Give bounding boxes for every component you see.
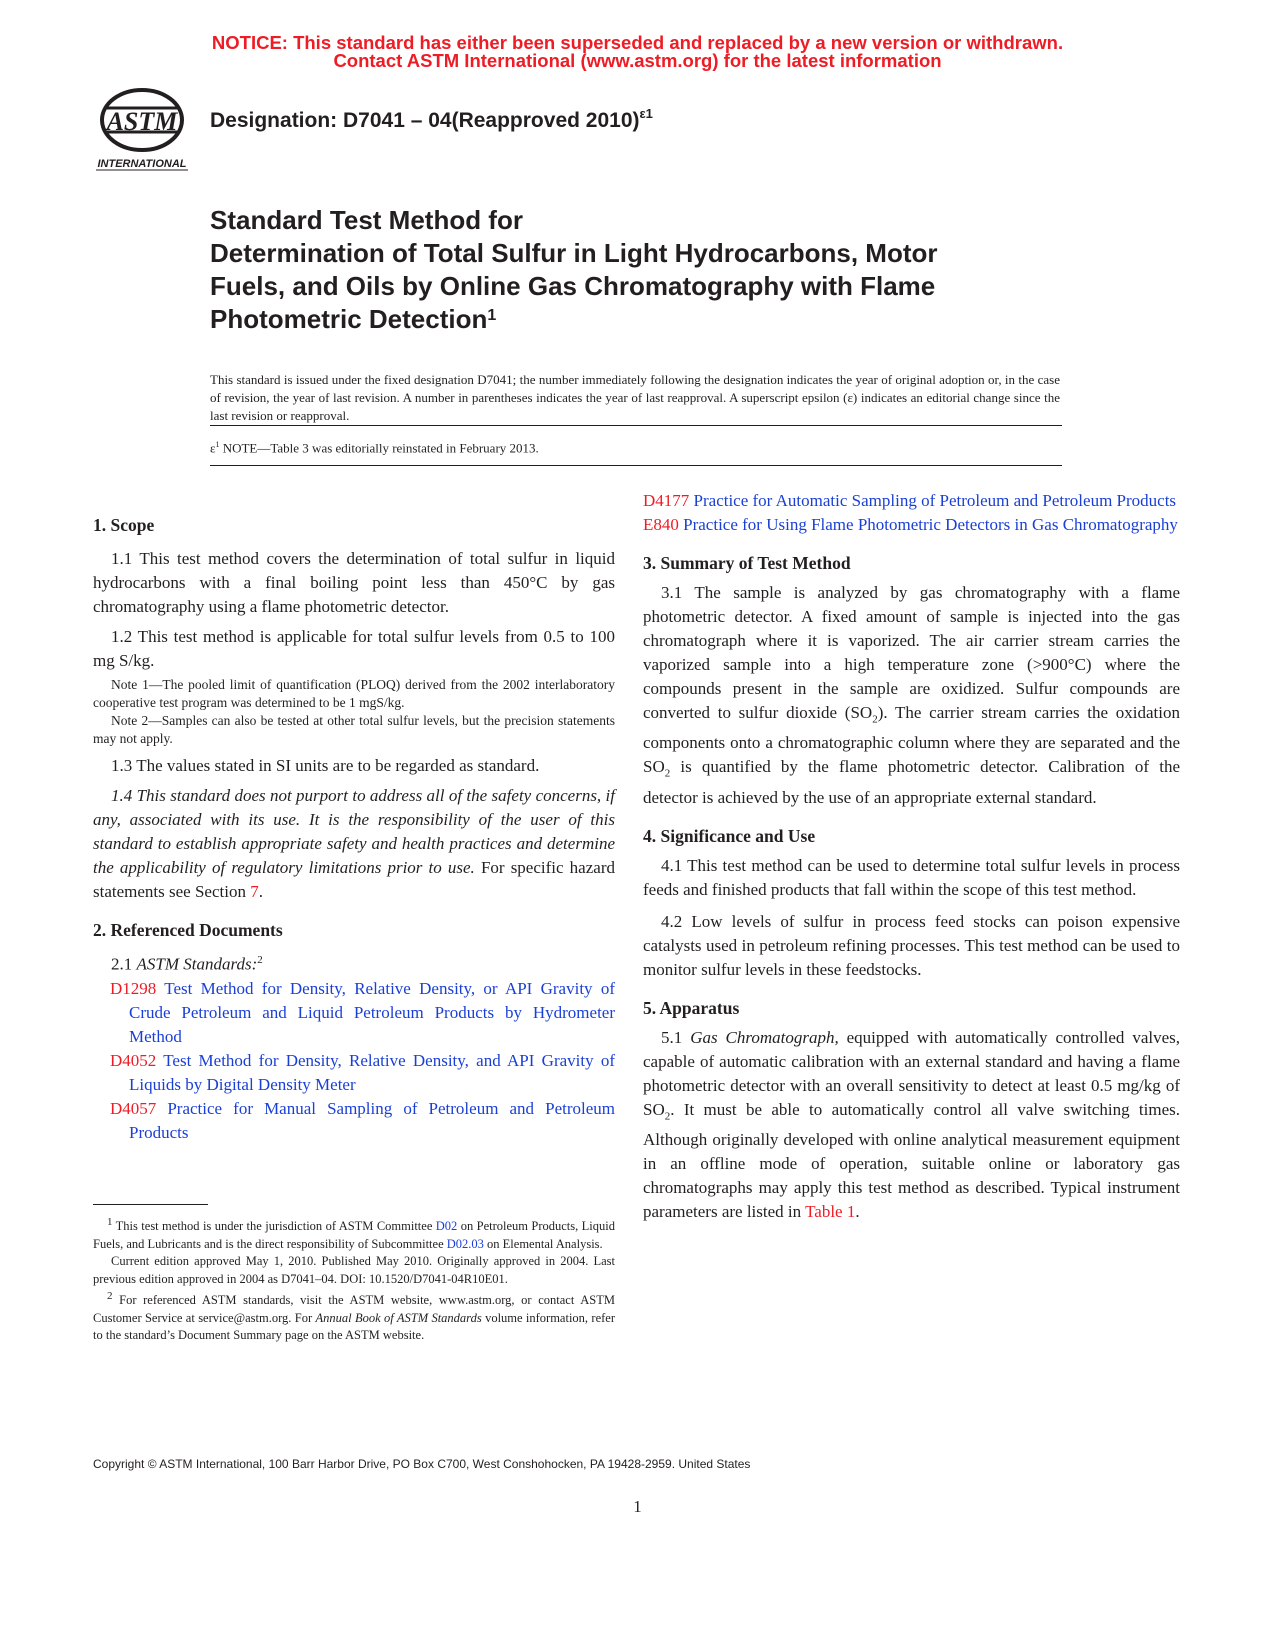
- para-1-1: 1.1 This test method covers the determination of total sulfur in liquid hydrocarbons with a final boiling point less than 450°C by gas chromatography using a flame photometric detector.: [93, 549, 615, 616]
- footnote-current-edition: Current edition approved May 1, 2010. Published May 2010. Originally approved in 2004. Last previous edition approved in 2004 as D7041–04. DOI: 10.1520/D7041-04R10E01.: [93, 1254, 615, 1286]
- designation-text: Designation: D7041 – 04(Reapproved 2010): [210, 109, 640, 132]
- designation: [210, 106, 653, 133]
- ref-item-e840[interactable]: [643, 513, 1180, 537]
- ref-code[interactable]: D4057: [110, 1098, 157, 1118]
- para-1-4-end: .: [258, 882, 263, 901]
- para-1-2: 1.2 This test method is applicable for total sulfur levels from 0.5 to 100 mg S/kg.: [93, 627, 615, 670]
- footnote-rule: [93, 1204, 208, 1205]
- ref-title[interactable]: Practice for Using Flame Photometric Detectors in Gas Chromatography: [678, 515, 1178, 534]
- para-4-1: 4.1 This test method can be used to determine total sulfur levels in process feeds and finished products that fall within the scope of this test method.: [643, 855, 1180, 899]
- astm-logo: [88, 84, 196, 172]
- table-1-link[interactable]: Table 1: [805, 1202, 856, 1222]
- ref-code[interactable]: D4052: [110, 1050, 157, 1070]
- logo-org: INTERNATIONAL: [97, 158, 187, 170]
- ref-title[interactable]: Practice for Automatic Sampling of Petroleum and Petroleum Products: [689, 491, 1177, 510]
- ref-item-d4057[interactable]: [93, 1097, 615, 1145]
- para-5-1-italic: Gas Chromatograph,: [690, 1027, 839, 1047]
- fn2-sup: 2: [107, 1290, 113, 1303]
- divider-top: [210, 425, 1062, 426]
- notice-line-2: Contact ASTM International (www.astm.org) for the latest information: [333, 50, 942, 71]
- para-5-1: [643, 1026, 1180, 1224]
- so2-sub-3: 2: [664, 1110, 671, 1123]
- fn1-c: on Elemental Analysis.: [483, 1236, 603, 1251]
- ref-title[interactable]: Practice for Manual Sampling of Petroleum and Petroleum Products: [129, 1098, 615, 1142]
- editorial-note: [210, 440, 539, 456]
- scope-heading: 1. Scope: [93, 515, 155, 535]
- title-line-2: Determination of Total Sulfur in Light Hydrocarbons, Motor Fuels, and Oils by Online Gas Chromatography with Flame Photometric Detection: [210, 238, 938, 334]
- para-3-1: [643, 581, 1180, 810]
- note-1: Note 1—The pooled limit of quantification (PLOQ) derived from the 2002 interlaboratory cooperative test program was determined to be 1 mgS/kg.: [93, 677, 615, 710]
- ref-title[interactable]: Test Method for Density, Relative Density, or API Gravity of Crude Petroleum and Liquid Petroleum Products by Hydrometer Method: [129, 978, 615, 1046]
- ref-code[interactable]: D4177: [643, 491, 690, 510]
- footnote-1: [93, 1214, 615, 1253]
- para-5-1-num: 5.1: [661, 1027, 691, 1047]
- astm-label-sup: 2: [257, 954, 263, 966]
- astm-label-num: 2.1: [111, 954, 137, 974]
- title-main: [210, 237, 1010, 336]
- fn2-b: volume information, refer to the standard’s Document Summary page on the ASTM website.: [93, 1310, 615, 1343]
- divider-bottom: [210, 465, 1062, 466]
- para-5-1-a: equipped with automatically controlled valves, capable of automatic calibration with an external standard and having a flame photometric detector with an overall sensitivity to detect at least 0.5 mg/kg of SO: [643, 1027, 1180, 1119]
- so2-sub-2: 2: [664, 767, 671, 780]
- refdocs-heading: 2. Referenced Documents: [93, 920, 283, 940]
- fn1-a: This test method is under the jurisdiction of ASTM Committee: [112, 1219, 436, 1234]
- ref-item-d4177[interactable]: [643, 489, 1180, 513]
- copyright-footer: Copyright © ASTM International, 100 Barr Harbor Drive, PO Box C700, West Conshohocken, PA 19428-2959. United States: [93, 1457, 751, 1471]
- subcommittee-d0203-link[interactable]: D02.03: [446, 1236, 484, 1251]
- title-line-1: Standard Test Method for: [210, 205, 523, 235]
- para-5-1-end: .: [855, 1202, 860, 1222]
- section-7-link[interactable]: 7: [250, 882, 259, 901]
- issued-statement: This standard is issued under the fixed designation D7041; the number immediately following the designation indicates the year of original adoption or, in the case of revision, the year of last revision. A number in parentheses indicates the year of last reapproval. A superscript epsilon (ε) indicates an editorial change since the last revision or reapproval.: [210, 372, 1060, 423]
- astm-label: ASTM Standards:: [136, 954, 258, 974]
- ref-code[interactable]: E840: [643, 515, 679, 534]
- left-column: [93, 513, 615, 1145]
- document-title: [210, 204, 1090, 336]
- ref-item-d4052[interactable]: [93, 1049, 615, 1097]
- ref-item-d1298[interactable]: [93, 977, 615, 1049]
- apparatus-heading: 5. Apparatus: [643, 997, 740, 1018]
- ref-title[interactable]: Test Method for Density, Relative Density, and API Gravity of Liquids by Digital Density Meter: [129, 1050, 615, 1094]
- note-2: Note 2—Samples can also be tested at other total sulfur levels, but the precision statements may not apply.: [93, 713, 615, 746]
- para-1-4: [93, 784, 615, 904]
- editorial-eps: ε: [210, 440, 216, 456]
- footnotes: [93, 1214, 615, 1345]
- fn1-b: on Petroleum Products, Liquid Fuels, and Lubricants and is the direct responsibility of Subcommittee: [93, 1219, 616, 1251]
- editorial-sup: 1: [215, 440, 220, 449]
- fn2-italic: Annual Book of ASTM Standards: [315, 1310, 482, 1325]
- page-number: 1: [633, 1497, 642, 1516]
- notice-line-1: NOTICE: This standard has either been superseded and replaced by a new version or withdrawn.: [211, 32, 1064, 53]
- para-1-4-tail: For specific hazard statements see Section: [93, 858, 615, 901]
- ref-code[interactable]: D1298: [110, 978, 157, 998]
- astm-logo-icon: [88, 84, 196, 172]
- para-5-1-b: . It must be able to automatically control all valve switching times. Although originally developed with online analytical measurement equipment in an offline mode of operation, suitable online or laboratory gas chromatographs may apply this test method as described. Typical instrument parameters are listed in: [643, 1099, 1180, 1222]
- para-3-1-c: is quantified by the flame photometric detector. Calibration of the detector is achieved by the use of an appropriate external standard.: [643, 757, 1180, 807]
- footnote-2: [93, 1288, 615, 1345]
- summary-heading: 3. Summary of Test Method: [643, 553, 851, 573]
- significance-heading: 4. Significance and Use: [643, 825, 816, 846]
- committee-d02-link[interactable]: D02: [435, 1219, 458, 1234]
- fn2-a: For referenced ASTM standards, visit the ASTM website, www.astm.org, or contact ASTM Customer Service at service@astm.org. For: [93, 1293, 615, 1325]
- para-3-1-b: ). The carrier stream carries the oxidation components onto a chromatographic column where they are separated and the SO: [643, 703, 1180, 777]
- so2-sub-1: 2: [872, 713, 878, 726]
- fn1-sup: 1: [107, 1216, 113, 1228]
- para-4-2: 4.2 Low levels of sulfur in process feed stocks can poison expensive catalysts used in petroleum refining processes. This test method can be used to monitor sulfur levels in these feedstocks.: [643, 911, 1180, 979]
- para-1-3: 1.3 The values stated in SI units are to be regarded as standard.: [111, 756, 540, 775]
- astm-standards-label: [93, 948, 615, 977]
- para-3-1-a: 3.1 The sample is analyzed by gas chromatography with a flame photometric detector. A fixed amount of sample is injected into the gas chromatograph where it is vaporized. The air carrier stream carries the vaporized sample into a high temperature zone (>900°C) where the compounds present in the sample are oxidized. Sulfur compounds are converted to sulfur dioxide (SO: [643, 583, 1180, 722]
- title-sup: 1: [487, 307, 497, 324]
- para-1-4-italic: 1.4 This standard does not purport to address all of the safety concerns, if any, associated with its use. It is the responsibility of the user of this standard to establish appropriate safety and health practices and determine the applicability of regulatory limitations prior to use.: [93, 786, 615, 877]
- logo-mark: ASTM: [106, 107, 178, 136]
- editorial-text: NOTE—Table 3 was editorially reinstated in February 2013.: [219, 440, 539, 456]
- right-column: [643, 489, 1180, 1224]
- designation-sup: ε1: [639, 106, 653, 121]
